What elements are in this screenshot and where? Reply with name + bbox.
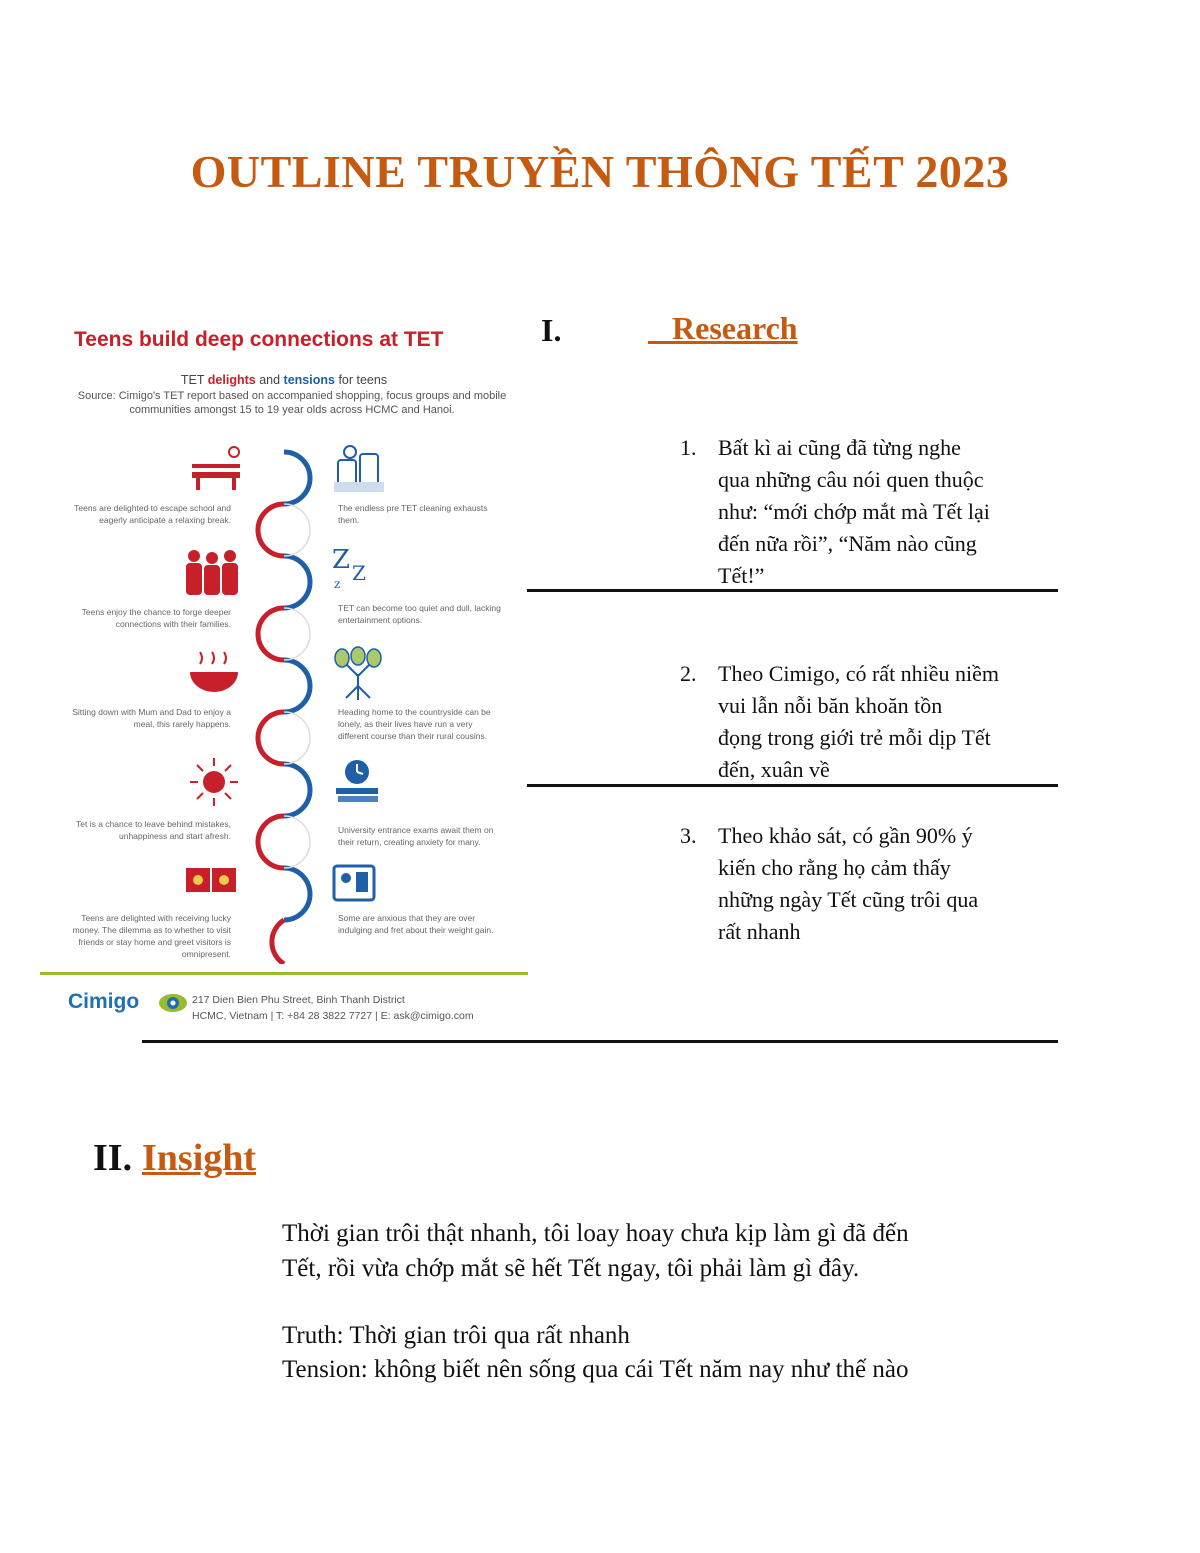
family-icon (180, 548, 244, 598)
subtitle-word: for teens (338, 373, 388, 387)
research-item (680, 432, 1065, 592)
delight-text: Sitting down with Mum and Dad to enjoy a meal, this rarely happens. (72, 707, 231, 729)
cleaning-supplies-icon (332, 442, 388, 494)
divider (142, 1040, 1058, 1043)
item-number: 2. (680, 661, 697, 686)
item-line: đến nữa rồi”, “Năm nào cũng (718, 531, 977, 556)
divider (527, 589, 1058, 592)
delight-text: Teens enjoy the chance to forge deeper connections with their families. (81, 607, 231, 629)
timeline-spine (254, 444, 314, 964)
item-line: vui lẫn nỗi băn khoăn tồn (718, 693, 943, 718)
item-line: rất nhanh (718, 919, 801, 944)
paragraph-line: Tết, rồi vừa chớp mắt sẽ hết Tết ngay, tôi phải làm gì đây. (282, 1255, 860, 1282)
delight-text: Tet is a chance to leave behind mistakes, unhappiness and start afresh. (76, 819, 231, 841)
subtitle-tensions: tensions (283, 373, 335, 387)
item-line: Bất kì ai cũng đã từng nghe (718, 435, 961, 460)
paragraph-line: Thời gian trôi thật nhanh, tôi loay hoay chưa kịp làm gì đã đến (282, 1220, 909, 1247)
section-title-insight: Insight (142, 1137, 257, 1179)
item-line: qua những câu nói quen thuộc (718, 467, 984, 492)
section-number: I. (541, 312, 562, 348)
research-item (680, 820, 1065, 948)
cimigo-logo-text: Cimigo (68, 990, 140, 1013)
item-line: kiến cho rằng họ cảm thấy (718, 855, 951, 880)
cimigo-infographic (40, 316, 528, 1036)
item-line: Theo khảo sát, có gần 90% ý (718, 823, 973, 848)
subtitle-word: and (259, 373, 281, 387)
company-address (192, 992, 474, 1024)
lucky-money-icon (186, 866, 238, 894)
exam-clock-books-icon (332, 756, 382, 808)
sunburst-icon (188, 756, 240, 808)
delight-text: Teens are delighted with receiving lucky money. The dilemma as to whether to visit friends or stay home and greet visitors is omnipresent. (72, 913, 231, 959)
sleep-zzz-icon (330, 542, 380, 592)
meal-bowl-icon (186, 650, 242, 696)
delight-text: Teens are delighted to escape school and eagerly anticipate a relaxing break. (74, 503, 231, 525)
tension-text: Some are anxious that they are over indulging and fret about their weight gain. (338, 913, 494, 935)
item-line: đọng trong giới trẻ mỗi dịp Tết (718, 725, 991, 750)
address-line: HCMC, Vietnam | T: +84 28 3822 7727 | E: ask@cimigo.com (192, 1010, 474, 1022)
divider (527, 784, 1058, 787)
footer-rule (40, 972, 528, 975)
item-number: 1. (680, 435, 697, 460)
subtitle-delights: delights (207, 373, 256, 387)
countryside-tree-icon (332, 646, 384, 702)
svg-text:Z: Z (332, 545, 351, 575)
research-item (680, 658, 1065, 786)
item-line: Tết!” (718, 563, 765, 588)
subtitle-word: TET (180, 373, 205, 387)
infographic-source: Source: Cimigo's TET report based on accompanied shopping, focus groups and mobile communities amongst 15 to 19 year olds across HCMC and Hanoi. (77, 390, 507, 416)
section-number: II. (93, 1137, 133, 1179)
infographic-subtitle (40, 373, 528, 387)
tension-text: The endless pre TET cleaning exhausts them. (338, 503, 488, 525)
item-number: 3. (680, 823, 697, 848)
item-line: như: “mới chớp mắt mà Tết lại (718, 499, 990, 524)
svg-text:z: z (334, 577, 341, 591)
item-line: Theo Cimigo, có rất nhiều niềm (718, 661, 1000, 686)
svg-text:Z: Z (352, 561, 366, 585)
eye-logo-icon (158, 992, 188, 1014)
tension-text: TET can become too quiet and dull, lacking entertainment options. (338, 603, 501, 625)
insight-paragraph (282, 1216, 1062, 1286)
insight-truth: Truth: Thời gian trôi qua rất nhanh (282, 1322, 630, 1349)
document-title: OUTLINE TRUYỀN THÔNG TẾT 2023 (190, 146, 1010, 197)
item-line: những ngày Tết cũng trôi qua (718, 887, 979, 912)
tension-text: University entrance exams await them on their return, creating anxiety for many. (338, 825, 494, 847)
infographic-title: Teens build deep connections at TET (74, 328, 444, 351)
section-title-research: Research (648, 310, 798, 346)
item-line: đến, xuân về (718, 757, 830, 782)
tension-text: Heading home to the countryside can be lonely, as their lives have run a very different course than their rural cousins. (338, 707, 491, 741)
bench-icon (188, 444, 244, 494)
weighing-scale-icon (332, 864, 378, 904)
insight-tension: Tension: không biết nên sống qua cái Tết năm nay như thế nào (282, 1356, 909, 1383)
address-line: 217 Dien Bien Phu Street, Binh Thanh District (192, 994, 405, 1006)
